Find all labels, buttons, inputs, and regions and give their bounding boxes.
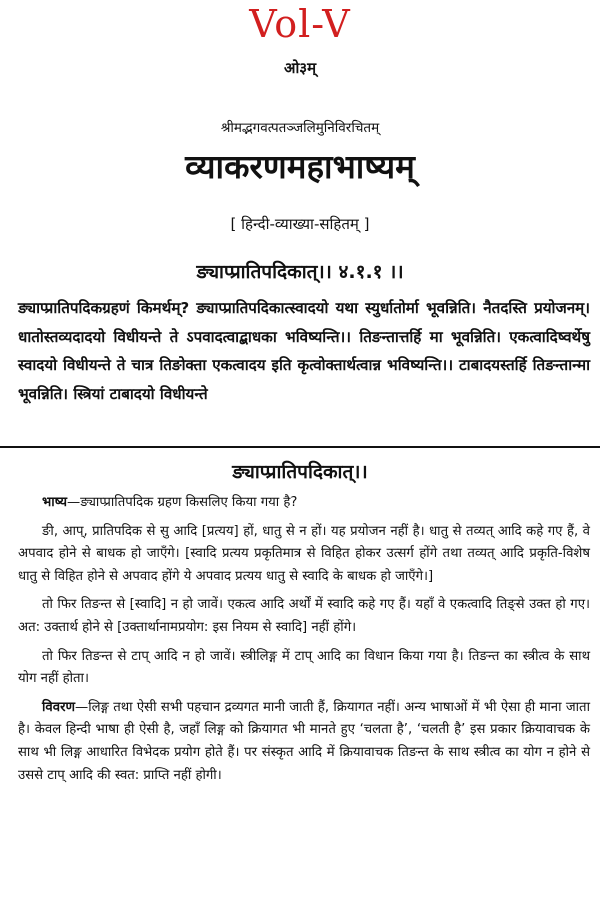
bhashya-label: भाष्य — [42, 495, 68, 510]
vivarana-paragraph — [18, 697, 590, 787]
vivarana-text: —लिङ्ग तथा ऐसी सभी पहचान द्रव्यगत मानी जाती हैं, क्रियागत नहीं। अन्य भाषाओं में भी ऐसा ही माना जाता है। केवल हिन्दी भाषा ही ऐसी है, जहाँ लिङ्ग को क्रियागत भी मानते हुए ‘चलता है’, ‘चलती है’ इस प्रकार क्रियावाचक के साथ भी लिङ्ग आधारित विभेदक प्रयोग होते हैं। पर संस्कृत आदि में क्रियावाचक तिङन्त के साथ स्त्रीत्व का योग न होने से उससे टाप् आदि की स्वत: प्राप्ति नहीं होगी। — [18, 699, 590, 783]
section-divider — [0, 446, 600, 448]
commentary-paragraph-3: तो फिर तिङन्त से टाप् आदि न हो जावें। स्त्रीलिङ्ग में टाप् आदि का विधान किया गया है। तिङन्त का स्त्रीत्व के साथ योग नहीं होता। — [18, 648, 590, 687]
hindi-commentary — [18, 492, 590, 793]
commentary-paragraph-2: तो फिर तिङन्त से [स्वादि] न हो जावें। एकत्व आदि अर्थों में स्वादि कहे गए हैं। यहाँ वे एकत्वादि तिङ्से उक्त हो गए। अत: उक्तार्थ होने से [उक्तार्थानामप्रयोग: इस नियम से स्वादि] नहीं होंगे। — [18, 597, 590, 635]
sutra-heading: ङ्याप्प्रातिपदिकात्।। ४.१.१ ।। — [196, 261, 404, 283]
om-heading: ओ३म् — [283, 59, 317, 77]
book-title: व्याकरणमहाभाष्यम् — [185, 147, 415, 186]
commentary-heading: ङ्याप्प्रातिपदिकात्।। — [232, 461, 368, 483]
commentary-paragraph-1: ङी, आप्, प्रातिपदिक से सु आदि [प्रत्यय] हों, धातु से न हों। यह प्रयोजन नहीं है। धातु से तव्यत् आदि कहे गए हैं, वे अपवाद होने से बाधक हो जाएँगे। [स्वादि प्रत्यय प्रकृतिमात्र से विहित होकर उत्सर्ग होंगे तथा तव्यत् आदि प्रकृति-विशेष धातु से विहित होने से अपवाद होंगे ये अपवाद प्रत्यय धातु से स्वादि के बाधक हो जाएँगे।] — [18, 523, 590, 584]
author-line: श्रीमद्भगवत्पतञ्जलिमुनिविरचितम् — [220, 120, 380, 136]
volume-label: Vol-V — [249, 2, 351, 46]
sanskrit-bhashya-text: ङ्याप्प्रातिपदिकग्रहणं किमर्थम्? ङ्याप्प्रातिपदिकात्स्वादयो यथा स्युर्धातोर्मा भूवन्निति। नैतदस्ति प्रयोजनम्। धातोस्तव्यदादयो विधीयन्ते ते ऽपवादत्वाद्बाधका भविष्यन्ति।। तिङन्तात्तर्हि मा भूवन्निति। एकत्वादिष्वर्थेषु स्वादयो विधीयन्ते ते चात्र तिङोक्ता एकत्वादय इति कृत्वोक्तार्थत्वान्न भविष्यन्ति।। टाबादयस्तर्हि तिङन्तान्मा भूवन्निति। स्त्रियां टाबादयो विधीयन्ते — [18, 299, 590, 403]
bhashya-text: —ङ्याप्प्रातिपदिक ग्रहण किसलिए किया गया है? — [67, 495, 298, 510]
vivarana-label: विवरण — [42, 699, 76, 715]
bhashya-paragraph — [18, 492, 590, 515]
book-subtitle: [ हिन्दी-व्याख्या-सहितम् ] — [230, 215, 370, 233]
